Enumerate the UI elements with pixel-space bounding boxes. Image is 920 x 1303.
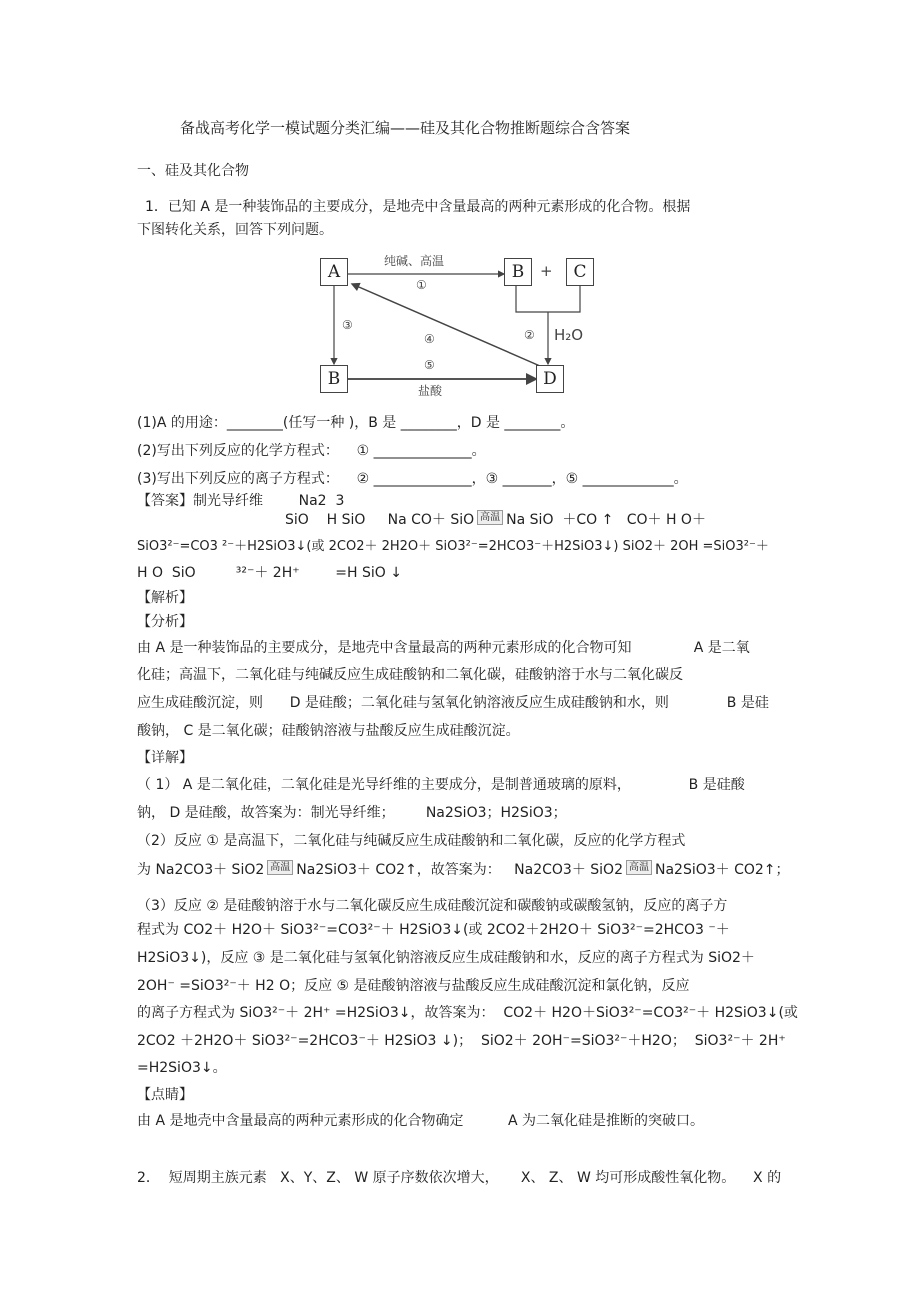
detail-text: 2OH⁻ =SiO3²⁻＋ H2 O；反应 ⑤ 是硅酸钠溶液与盐酸反应生成硅酸沉淀和氯化钠，反应 [137,978,690,994]
detail-text: （ 1） A 是二氧化硅，二氧化硅是光导纤维的主要成分，是制普通玻璃的原料， B 是硅酸 [137,777,745,793]
detail-text: =H2SiO3↓。 [137,1060,227,1076]
high-temp-mark: 高温 [477,510,503,525]
section-heading: 一、硅及其化合物 [137,163,249,179]
label-4: ④ [424,332,435,346]
analysis-text: 酸钠， C 是二氧化碳；硅酸钠溶液与盐酸反应生成硅酸沉淀。 [137,723,520,739]
label-1: ① [416,278,427,292]
node-b-lower: B [320,365,348,393]
label-jiexi: 【解析】 [137,590,193,606]
high-temp-mark: 高温 [626,860,652,875]
question-stem: 下图转化关系，回答下列问题。 [137,222,333,238]
detail-text: （2）反应 ① 是高温下，二氧化硅与纯碱反应生成硅酸钠和二氧化碳，反应的化学方程式 [137,833,686,849]
node-b: B [504,258,532,286]
sub-question-2: (2)写出下列反应的化学方程式： ① ______________。 [137,443,486,459]
plus-sign: + [540,262,553,280]
detail-text: 的离子方程式为 SiO3²⁻＋ 2H⁺ =H2SiO3↓，故答案为： CO2＋ H2O＋SiO3²⁻=CO3²⁻＋ H2SiO3↓(或 [137,1005,798,1021]
detail-text: 为 Na2CO3＋ SiO2 [137,862,265,878]
label-3: ③ [342,318,353,332]
answer-line: 【答案】制光导纤维 Na2 3 [137,493,345,509]
node-c: C [566,258,594,286]
detail-equation-row [137,860,790,880]
tip-text: 由 A 是地壳中含量最高的两种元素形成的化合物确定 A 为二氧化硅是推断的突破口。 [137,1113,705,1129]
answer-equation-row [285,510,706,530]
detail-text: 钠， D 是硅酸，故答案为：制光导纤维； Na2SiO3；H2SiO3； [137,805,567,821]
question-stem: 1．已知 A 是一种装饰品的主要成分，是地壳中含量最高的两种元素形成的化合物。根据 [145,199,691,215]
document-title: 备战高考化学一模试题分类汇编——硅及其化合物推断题综合含答案 [180,119,631,137]
conversion-diagram [318,248,600,404]
high-temp-mark: 高温 [267,860,293,875]
label-xiangjie: 【详解】 [137,750,193,766]
analysis-text: 由 A 是一种装饰品的主要成分，是地壳中含量最高的两种元素形成的化合物可知 A 是二氧 [137,640,750,656]
label-5: ⑤ [424,358,435,372]
label-fenxi: 【分析】 [137,614,193,630]
detail-text: 程式为 CO2＋ H2O＋ SiO3²⁻=CO3²⁻＋ H2SiO3↓(或 2CO2＋2H2O＋ SiO3²⁻=2HCO3 ⁻＋ [137,922,730,938]
label-top: 纯碱、高温 [384,254,445,268]
answer-line: SiO3²⁻=CO3 ²⁻＋H2SiO3↓(或 2CO2＋ 2H2O＋ SiO3²⁻=2HCO3⁻＋H2SiO3↓) SiO2＋ 2OH =SiO3²⁻＋ [137,539,769,554]
analysis-text: 应生成硅酸沉淀，则 D 是硅酸；二氧化硅与氢氧化钠溶液反应生成硅酸钠和水，则 B 是硅 [137,695,769,711]
detail-text: Na2SiO3＋ CO2↑； [654,862,790,878]
node-a: A [320,258,348,286]
label-dianjing: 【点睛】 [137,1087,193,1103]
answer-line: H O SiO ³²⁻＋ 2H⁺ =H SiO ↓ [137,565,402,581]
detail-text: H2SiO3↓)，反应 ③ 是二氧化硅与氢氧化钠溶液反应生成硅酸钠和水，反应的离子方程式为 SiO2＋ [137,950,755,966]
analysis-text: 化硅；高温下，二氧化硅与纯碱反应生成硅酸钠和二氧化碳，硅酸钠溶于水与二氧化碳反 [137,667,683,683]
label-h2o: H₂O [554,326,584,344]
detail-text: Na2SiO3＋ CO2↑，故答案为： Na2CO3＋ SiO2 [296,862,623,878]
answer-line: Na SiO ＋CO ↑ CO＋ H O＋ [506,512,706,528]
sub-question-3: (3)写出下列反应的离子方程式： ② ______________，③ _______，⑤ _____________。 [137,471,688,487]
node-d: D [536,365,564,393]
sub-question-1: (1)A 的用途：________(任写一种 )，B 是 ________，D 是 ________。 [137,415,575,431]
detail-text: 2CO2 ＋2H2O＋ SiO3²⁻=2HCO3⁻＋ H2SiO3 ↓)； SiO2＋ 2OH⁻=SiO3²⁻＋H2O； SiO3²⁻＋ 2H⁺ [137,1033,786,1049]
label-bottom: 盐酸 [418,384,443,398]
detail-text: （3）反应 ② 是硅酸钠溶于水与二氧化碳反应生成硅酸沉淀和碳酸钠或碳酸氢钠，反应的离子方 [137,898,728,914]
question-2-stem: 2． 短周期主族元素 X、Y、Z、 W 原子序数依次增大， X、 Z、 W 均可形成酸性氧化物。 X 的 [137,1170,782,1186]
label-2: ② [524,328,535,342]
answer-line: SiO H SiO Na CO＋ SiO [285,512,475,528]
